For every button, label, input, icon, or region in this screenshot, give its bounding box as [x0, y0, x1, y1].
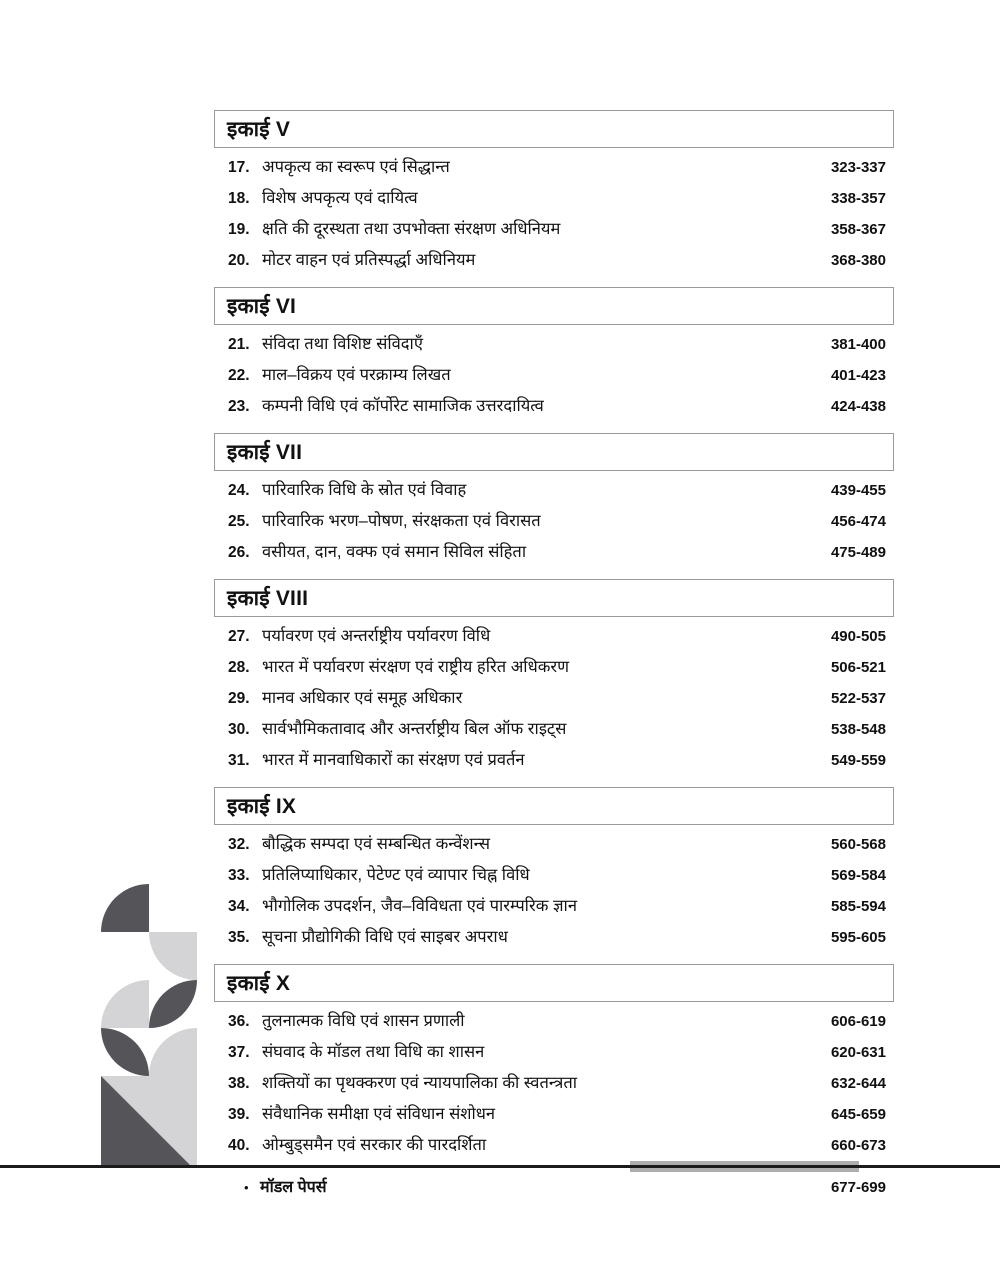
chapter-title: मोटर वाहन एवं प्रतिस्पर्द्धा अधिनियम	[262, 251, 476, 269]
chapter-page-range: 632-644	[830, 1075, 886, 1092]
chapter-number: 20.	[228, 252, 250, 269]
footer-rule	[0, 1165, 1000, 1168]
chapter-page-range: 569-584	[830, 867, 886, 884]
chapter-page-range: 439-455	[830, 482, 886, 499]
chapter-number: 29.	[228, 690, 250, 707]
chapter-page-range: 424-438	[830, 398, 886, 415]
chapter-title: विशेष अपकृत्य एवं दायित्व	[262, 189, 418, 207]
chapter-title: प्रतिलिप्याधिकार, पेटेण्ट एवं व्यापार चिह्न विधि	[262, 866, 530, 884]
chapter-number: 32.	[228, 836, 250, 853]
chapter-page-range: 368-380	[830, 252, 886, 269]
chapter-row[interactable]	[214, 862, 894, 893]
chapter-row[interactable]	[214, 1101, 894, 1132]
chapter-row[interactable]	[214, 331, 894, 362]
chapter-title: अपकृत्य का स्वरूप एवं सिद्धान्त	[262, 158, 450, 176]
extra-entry-title: मॉडल पेपर्स	[260, 1179, 327, 1196]
emblem-shape-quarter-dark-top	[101, 884, 149, 932]
chapter-title: सार्वभौमिकतावाद और अन्तर्राष्ट्रीय बिल ऑफ राइट्स	[262, 720, 567, 738]
chapter-page-range: 645-659	[830, 1106, 886, 1123]
chapter-number: 35.	[228, 929, 250, 946]
unit-header-label: इकाई VIII	[227, 587, 309, 610]
unit-header-box	[214, 579, 894, 617]
chapter-number: 28.	[228, 659, 250, 676]
chapter-page-range: 538-548	[830, 721, 886, 738]
chapter-title: तुलनात्मक विधि एवं शासन प्रणाली	[262, 1012, 465, 1030]
chapter-row[interactable]	[214, 924, 894, 955]
chapter-title: ओम्बुड्समैन एवं सरकार की पारदर्शिता	[262, 1136, 487, 1154]
chapter-title: मानव अधिकार एवं समूह अधिकार	[262, 689, 463, 707]
unit-header-box	[214, 787, 894, 825]
unit-header-box	[214, 287, 894, 325]
chapter-title: पारिवारिक विधि के स्रोत एवं विवाह	[262, 481, 467, 499]
extra-entry-page-range: 677-699	[830, 1179, 886, 1196]
chapter-row[interactable]	[214, 508, 894, 539]
emblem-shape-quarter-light-lowerright	[149, 1028, 197, 1076]
chapter-number: 33.	[228, 867, 250, 884]
unit-block	[214, 964, 894, 1209]
chapter-title: वसीयत, दान, वक्फ एवं समान सिविल संहिता	[262, 543, 527, 561]
chapter-row[interactable]	[214, 185, 894, 216]
chapter-number: 24.	[228, 482, 250, 499]
chapter-row[interactable]	[214, 1132, 894, 1163]
chapter-page-range: 660-673	[830, 1137, 886, 1154]
chapter-number: 38.	[228, 1075, 250, 1092]
decorative-emblem-graphic	[101, 884, 197, 1168]
chapter-title: भौगोलिक उपदर्शन, जैव–विविधता एवं पारम्परिक ज्ञान	[262, 897, 577, 915]
unit-block	[214, 287, 894, 424]
chapter-row[interactable]	[214, 1008, 894, 1039]
chapter-page-range: 560-568	[830, 836, 886, 853]
unit-header-label: इकाई X	[227, 972, 291, 995]
emblem-shape-leaf-dark-midright	[149, 980, 197, 1028]
chapter-title: सूचना प्रौद्योगिकी विधि एवं साइबर अपराध	[262, 928, 508, 946]
emblem-shape-quarter-light-midleft	[101, 980, 149, 1028]
chapter-title: पर्यावरण एवं अन्तर्राष्ट्रीय पर्यावरण विधि	[262, 627, 491, 645]
chapter-row[interactable]	[214, 716, 894, 747]
chapter-number: 21.	[228, 336, 250, 353]
chapter-row[interactable]	[214, 247, 894, 278]
unit-header-box	[214, 110, 894, 148]
emblem-svg	[101, 884, 197, 1168]
chapter-title: कम्पनी विधि एवं कॉर्पोरेट सामाजिक उत्तरदायित्व	[262, 397, 544, 415]
chapter-number: 25.	[228, 513, 250, 530]
chapter-page-range: 401-423	[830, 367, 886, 384]
chapter-number: 22.	[228, 367, 250, 384]
chapter-title: माल–विक्रय एवं परक्राम्य लिखत	[262, 366, 451, 384]
emblem-shape-leaf-dark-lowerleft	[101, 1028, 149, 1076]
chapter-row[interactable]	[214, 477, 894, 508]
chapter-title: शक्तियों का पृथक्करण एवं न्यायपालिका की स्वतन्त्रता	[262, 1074, 578, 1092]
chapter-number: 39.	[228, 1106, 250, 1123]
chapter-page-range: 620-631	[830, 1044, 886, 1061]
chapter-number: 23.	[228, 398, 250, 415]
unit-header-label: इकाई VI	[227, 295, 297, 318]
chapter-row[interactable]	[214, 362, 894, 393]
chapter-page-range: 490-505	[830, 628, 886, 645]
chapter-number: 36.	[228, 1013, 250, 1030]
chapter-number: 17.	[228, 159, 250, 176]
unit-block	[214, 433, 894, 570]
unit-block	[214, 579, 894, 778]
unit-header-box	[214, 964, 894, 1002]
chapter-row[interactable]	[214, 1039, 894, 1070]
chapter-title: भारत में मानवाधिकारों का संरक्षण एवं प्रवर्तन	[262, 751, 525, 769]
unit-header-label: इकाई VII	[227, 441, 303, 464]
unit-block	[214, 787, 894, 955]
chapter-number: 27.	[228, 628, 250, 645]
unit-block	[214, 110, 894, 278]
chapter-title: संविदा तथा विशिष्ट संविदाएँ	[262, 335, 423, 353]
chapter-page-range: 338-357	[830, 190, 886, 207]
extra-entry-row[interactable]	[214, 1175, 894, 1209]
chapter-title: पारिवारिक भरण–पोषण, संरक्षकता एवं विरासत	[262, 512, 541, 530]
chapter-number: 40.	[228, 1137, 250, 1154]
chapter-title: संवैधानिक समीक्षा एवं संविधान संशोधन	[262, 1105, 496, 1123]
unit-header-label: इकाई V	[227, 118, 291, 141]
chapter-row[interactable]	[214, 654, 894, 685]
table-of-contents	[214, 110, 894, 1218]
chapter-number: 31.	[228, 752, 250, 769]
chapter-row[interactable]	[214, 685, 894, 716]
chapter-page-range: 595-605	[830, 929, 886, 946]
chapter-row[interactable]	[214, 747, 894, 778]
chapter-number: 37.	[228, 1044, 250, 1061]
chapter-number: 26.	[228, 544, 250, 561]
chapter-row[interactable]	[214, 216, 894, 247]
chapter-row[interactable]	[214, 1070, 894, 1101]
bullet-icon: •	[244, 1180, 249, 1195]
chapter-row[interactable]	[214, 539, 894, 570]
chapter-page-range: 585-594	[830, 898, 886, 915]
chapter-number: 19.	[228, 221, 250, 238]
chapter-row[interactable]	[214, 154, 894, 185]
chapter-page-range: 606-619	[830, 1013, 886, 1030]
chapter-number: 34.	[228, 898, 250, 915]
chapter-page-range: 549-559	[830, 752, 886, 769]
chapter-page-range: 475-489	[830, 544, 886, 561]
chapter-number: 18.	[228, 190, 250, 207]
chapter-row[interactable]	[214, 893, 894, 924]
unit-header-box	[214, 433, 894, 471]
unit-header-label: इकाई IX	[227, 795, 297, 818]
chapter-title: भारत में पर्यावरण संरक्षण एवं राष्ट्रीय हरित अधिकरण	[262, 658, 570, 676]
chapter-page-range: 358-367	[830, 221, 886, 238]
chapter-row[interactable]	[214, 831, 894, 862]
chapter-page-range: 323-337	[830, 159, 886, 176]
chapter-page-range: 522-537	[830, 690, 886, 707]
chapter-row[interactable]	[214, 393, 894, 424]
chapter-title: बौद्धिक सम्पदा एवं सम्बन्धित कन्वेंशन्स	[262, 835, 491, 853]
chapter-page-range: 381-400	[830, 336, 886, 353]
chapter-page-range: 456-474	[830, 513, 886, 530]
chapter-number: 30.	[228, 721, 250, 738]
chapter-row[interactable]	[214, 623, 894, 654]
chapter-title: संघवाद के मॉडल तथा विधि का शासन	[262, 1043, 485, 1061]
emblem-shape-quarter-light-upper	[149, 932, 197, 980]
chapter-page-range: 506-521	[830, 659, 886, 676]
chapter-title: क्षति की दूरस्थता तथा उपभोक्ता संरक्षण अधिनियम	[262, 220, 561, 238]
